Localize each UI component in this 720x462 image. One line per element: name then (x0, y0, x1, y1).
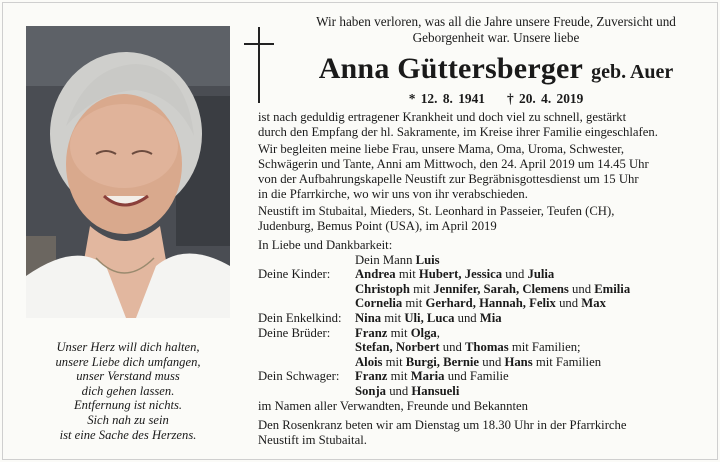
child-line: Cornelia mit Gerhard, Hannah, Felix und Max (355, 296, 606, 311)
paragraph-passing (258, 110, 658, 140)
grandchild-line: Nina mit Uli, Luca und Mia (355, 310, 502, 325)
text-line: durch den Empfang der hl. Sakramente, im Kreise ihrer Familie eingeschlafen. (258, 125, 658, 139)
text-line: ist nach geduldig ertragener Krankheit und doch viel zu schnell, gestärkt (258, 110, 627, 124)
poem-line: unser Verstand muss (76, 369, 180, 384)
husband-name: Luis (415, 252, 440, 267)
poem-line: Unser Herz will dich halten, (56, 340, 200, 354)
intro-text (276, 14, 716, 46)
portrait-photo (26, 26, 230, 318)
husband-prefix: Dein Mann (355, 252, 416, 267)
text-line: Neustift im Stubaital. (258, 433, 367, 447)
husband-line (355, 253, 440, 268)
text-line: Judenburg, Bemus Point (USA), im April 2019 (258, 219, 497, 233)
poem-line: ist eine Sache des Herzens. (59, 427, 197, 442)
rosary-notice (258, 418, 627, 448)
brother-in-law-label: Dein Schwager: (258, 369, 340, 384)
paragraph-places (258, 204, 614, 234)
brother-line: Franz mit Olga, (355, 325, 440, 340)
text-line: Den Rosenkranz beten wir am Dienstag um 18.30 Uhr in der Pfarrkirche (258, 418, 627, 432)
text-line: Schwägerin und Tante, Anni am Mittwoch, den 24. April 2019 um 14.45 Uhr (258, 157, 649, 171)
mourners-heading: In Liebe und Dankbarkeit: (258, 238, 393, 252)
child-line: Christoph mit Jennifer, Sarah, Clemens und Emilia (355, 281, 631, 296)
text-line: Neustift im Stubaital, Mieders, St. Leonhard in Passeier, Teufen (CH), (258, 204, 615, 218)
poem-line: Sich nah zu sein (87, 412, 169, 427)
poem-line: Entfernung ist nichts. (73, 398, 183, 413)
intro-line: Wir haben verloren, was all die Jahre unsere Freude, Zuversicht und (316, 14, 676, 29)
text-line: Wir begleiten meine liebe Frau, unsere Mama, Oma, Uroma, Schwester, (258, 142, 625, 156)
birth-name: geb. Auer (591, 61, 674, 83)
brother-in-law-line: Sonja und Hansueli (355, 383, 460, 398)
poem (30, 340, 226, 442)
deceased-name (276, 52, 716, 86)
birth-date: * 12. 8. 1941 (408, 91, 485, 106)
death-date: † 20. 4. 2019 (507, 91, 584, 106)
cross-icon (244, 27, 274, 103)
text-line: von der Aufbahrungskapelle Neustift zur Begräbnisgottesdienst um 15 Uhr (258, 172, 639, 186)
others-line: im Namen aller Verwandten, Freunde und Bekannten (258, 398, 528, 413)
child-line: Andrea mit Hubert, Jessica und Julia (355, 267, 555, 282)
paragraph-funeral (258, 142, 649, 202)
poem-line: dich gehen lassen. (81, 383, 175, 398)
text-line: in die Pfarrkirche, wo wir uns von ihr verabschieden. (258, 187, 528, 201)
poem-line: unsere Liebe dich umfangen, (55, 354, 201, 369)
life-dates (276, 91, 716, 107)
brother-line: Stefan, Norbert und Thomas mit Familien; (355, 340, 581, 355)
deceased-full-name: Anna Güttersberger (318, 52, 584, 85)
portrait-illustration (26, 26, 230, 318)
brother-in-law-line: Franz mit Maria und Familie (355, 369, 509, 384)
brothers-label: Deine Brüder: (258, 325, 331, 340)
children-label: Deine Kinder: (258, 267, 331, 282)
brother-line: Alois mit Burgi, Bernie und Hans mit Familien (355, 354, 602, 369)
grandchild-label: Dein Enkelkind: (258, 310, 342, 325)
intro-line: Geborgenheit war. Unsere liebe (412, 30, 580, 45)
